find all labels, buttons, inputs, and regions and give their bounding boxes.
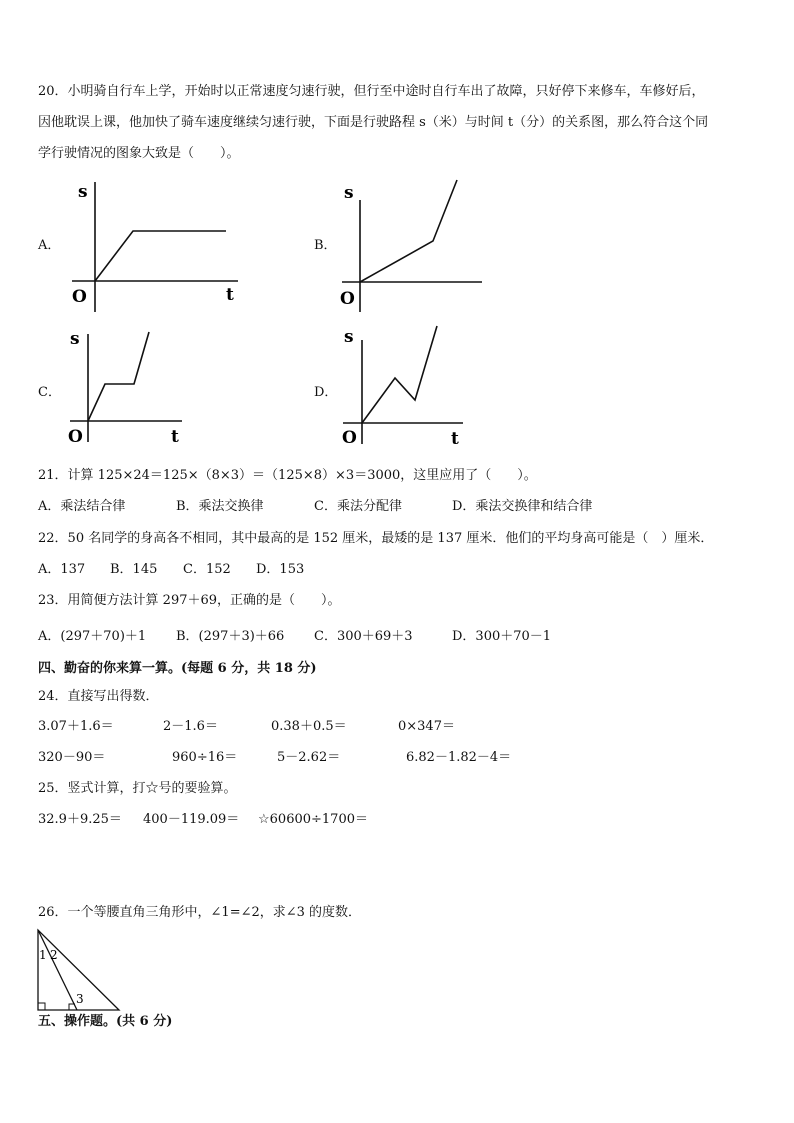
graph-c-curve xyxy=(88,332,149,421)
q20-graph-d xyxy=(335,318,475,448)
graph-c-origin-label: O xyxy=(68,427,83,447)
q20-graph-a xyxy=(60,170,250,315)
q24-item: 3.07＋1.6＝ xyxy=(38,719,114,734)
q20-option-d-label: D． xyxy=(314,385,338,400)
q22-option-a: A．137 xyxy=(38,562,86,577)
q24-item: 960÷16＝ xyxy=(172,750,238,765)
graph-d-curve xyxy=(362,326,437,423)
q24-item: 6.82－1.82－4＝ xyxy=(406,750,512,765)
q24-stem: 24．直接写出得数． xyxy=(38,689,159,704)
q22-stem: 22．50 名同学的身高各不相同，其中最高的是 152 厘米，最矮的是 137 厘米．他们的平均身高可能是（ ）厘米． xyxy=(38,531,714,546)
q23-option-a: A．(297＋70)＋1 xyxy=(38,629,147,644)
q20-option-c-label: C． xyxy=(38,385,61,400)
q20-stem-line2: 因他耽误上课，他加快了骑车速度继续匀速行驶，下面是行驶路程 s（米）与时间 t（分）的关系图，那么符合这个同 xyxy=(38,115,709,130)
q25-item: 400－119.09＝ xyxy=(143,812,240,827)
graph-a-s-label: s xyxy=(78,182,88,202)
q20-option-a-label: A． xyxy=(38,238,61,253)
q21-option-b: B．乘法交换律 xyxy=(176,499,264,514)
q23-option-c: C．300＋69＋3 xyxy=(314,629,413,644)
graph-c-s-label: s xyxy=(70,329,80,349)
q23-option-d: D．300＋70－1 xyxy=(452,629,552,644)
right-angle-mark xyxy=(38,1003,45,1010)
graph-a-origin-label: O xyxy=(72,287,87,307)
q20-option-b-label: B． xyxy=(314,238,337,253)
section-4-title: 四、勤奋的你来算一算。(每题 6 分，共 18 分) xyxy=(38,661,317,676)
graph-b-curve xyxy=(360,180,457,282)
q23-stem: 23．用简便方法计算 297＋69，正确的是（ ）。 xyxy=(38,593,341,608)
q21-option-c: C．乘法分配律 xyxy=(314,499,402,514)
graph-d-origin-label: O xyxy=(342,428,357,448)
q25-item: ☆60600÷1700＝ xyxy=(258,812,368,827)
q22-option-b: B．145 xyxy=(110,562,158,577)
q21-stem: 21．计算 125×24＝125×（8×3）＝（125×8）×3＝3000，这里应用了（ ）。 xyxy=(38,468,537,483)
q20-graph-b xyxy=(330,170,490,315)
q24-item: 320－90＝ xyxy=(38,750,106,765)
graph-a-curve xyxy=(95,231,226,281)
angle-3-label: 3 xyxy=(76,992,84,1006)
q25-stem: 25．竖式计算，打☆号的要验算。 xyxy=(38,781,237,796)
graph-c-t-label: t xyxy=(171,427,179,447)
q24-item: 0×347＝ xyxy=(398,719,455,734)
q23-option-b: B．(297＋3)＋66 xyxy=(176,629,285,644)
graph-b-origin-label: O xyxy=(340,289,355,309)
q24-item: 0.38＋0.5＝ xyxy=(271,719,347,734)
q24-item: 2－1.6＝ xyxy=(163,719,218,734)
graph-d-s-label: s xyxy=(344,327,354,347)
graph-d-t-label: t xyxy=(451,429,459,449)
angle-1-label: 1 xyxy=(39,948,47,962)
q21-option-d: D．乘法交换律和结合律 xyxy=(452,499,593,514)
section-5-title: 五、操作题。(共 6 分) xyxy=(38,1014,173,1029)
triangle-inner-line xyxy=(38,930,77,1010)
graph-b-s-label: s xyxy=(344,183,354,203)
q26-stem: 26．一个等腰直角三角形中，∠1=∠2，求∠3 的度数． xyxy=(38,905,362,920)
graph-a-t-label: t xyxy=(226,285,234,305)
q26-triangle-figure xyxy=(30,926,125,1014)
q21-option-a: A．乘法结合律 xyxy=(38,499,126,514)
q20-graph-c xyxy=(60,322,200,447)
q20-stem-line1: 20．小明骑自行车上学，开始时以正常速度匀速行驶，但行至中途时自行车出了故障，只好停下来修车，车修好后， xyxy=(38,84,705,99)
q20-stem-line3: 学行驶情况的图象大致是（ ）。 xyxy=(38,146,240,161)
q22-option-c: C．152 xyxy=(183,562,231,577)
q22-option-d: D．153 xyxy=(256,562,305,577)
q25-item: 32.9＋9.25＝ xyxy=(38,812,122,827)
angle-2-label: 2 xyxy=(50,948,58,962)
q24-item: 5－2.62＝ xyxy=(277,750,341,765)
